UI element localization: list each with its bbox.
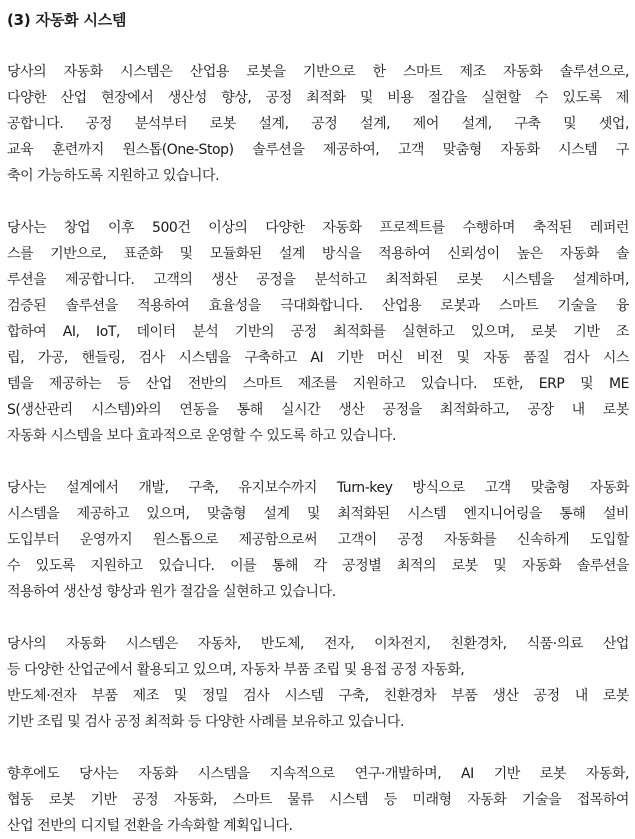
paragraph-line: 시스템을 제공하고 있으며, 맞춤형 설계 및 최적화된 시스템 엔지니어링을 통해 설비 xyxy=(7,506,629,522)
paragraph-references xyxy=(7,215,629,449)
paragraph-line: 수 있도록 지원하고 있습니다. 이를 통해 각 공정별 최적의 로봇 및 자동화 솔루션을 xyxy=(7,558,629,574)
paragraph-line: 자동화 시스템을 보다 효과적으로 운영할 수 있도록 하고 있습니다. xyxy=(7,428,396,444)
paragraph-turnkey xyxy=(7,475,629,605)
paragraph-line: 템을 제공하는 등 산업 전반의 스마트 제조를 지원하고 있습니다. 또한, ERP 및 ME xyxy=(7,376,629,392)
paragraph-line: 검증된 솔루션을 적용하여 효율성을 극대화합니다. 산업용 로봇과 스마트 기술을 융 xyxy=(7,298,629,314)
section-title: (3) 자동화 시스템 xyxy=(7,11,127,29)
paragraph-line: 합하여 AI, IoT, 데이터 분석 기반의 공정 최적화를 실현하고 있으며, 로봇 기반 조 xyxy=(7,324,629,340)
paragraph-line: 산업 전반의 디지털 전환을 가속화할 계획입니다. xyxy=(7,818,293,834)
paragraph-line: 립, 가공, 핸들링, 검사 시스템을 구축하고 AI 기반 머신 비전 및 자동 품질 검사 시스 xyxy=(7,350,629,366)
paragraph-line: 당사는 설계에서 개발, 구축, 유지보수까지 Turn-key 방식으로 고객 맞춤형 자동화 xyxy=(7,480,629,496)
paragraph-line: 기반 조립 및 검사 공정 최적화 등 다양한 사례를 보유하고 있습니다. xyxy=(7,714,404,730)
paragraph-line: 적용하여 생산성 향상과 원가 절감을 실현하고 있습니다. xyxy=(7,584,336,600)
paragraph-line: 등 다양한 산업군에서 활용되고 있으며, 자동차 부품 조립 및 용접 공정 자동화, xyxy=(7,662,465,678)
paragraph-line: 향후에도 당사는 자동화 시스템을 지속적으로 연구·개발하며, AI 기반 로봇 자동화, xyxy=(7,766,629,782)
paragraph-line: 당사는 창업 이후 500건 이상의 다양한 자동화 프로젝트를 수행하며 축적된 레퍼런 xyxy=(7,220,629,236)
paragraph-line: 도입부터 운영까지 원스톱으로 제공함으로써 고객이 공정 자동화를 신속하게 도입할 xyxy=(7,532,629,548)
paragraph-line: 당사의 자동화 시스템은 산업용 로봇을 기반으로 한 스마트 제조 자동화 솔루션으로, xyxy=(7,64,629,80)
paragraph-line: 공합니다. 공정 분석부터 로봇 설계, 공정 설계, 제어 설계, 구축 및 셋업, xyxy=(7,116,629,132)
paragraph-overview xyxy=(7,59,629,189)
paragraph-future xyxy=(7,761,629,839)
paragraph-industries xyxy=(7,631,629,735)
paragraph-line: 스를 기반으로, 표준화 및 모듈화된 설계 방식을 적용하여 신뢰성이 높은 자동화 솔 xyxy=(7,246,629,262)
paragraph-line: S(생산관리 시스템)와의 연동을 통해 실시간 생산 공정을 최적화하고, 공장 내 로봇 xyxy=(7,402,629,418)
paragraph-line: 협동 로봇 기반 공정 자동화, 스마트 물류 시스템 등 미래형 자동화 기술을 접목하여 xyxy=(7,792,629,808)
paragraph-line: 교육 훈련까지 원스톱(One-Stop) 솔루션을 제공하여, 고객 맞춤형 자동화 시스템 구 xyxy=(7,142,629,158)
paragraph-line: 당사의 자동화 시스템은 자동차, 반도체, 전자, 이차전지, 친환경차, 식품·의료 산업 xyxy=(7,636,629,652)
paragraph-line: 반도체·전자 부품 제조 및 정밀 검사 시스템 구축, 친환경차 부품 생산 공정 내 로봇 xyxy=(7,688,629,704)
paragraph-line: 루션을 제공합니다. 고객의 생산 공정을 분석하고 최적화된 로봇 시스템을 설계하며, xyxy=(7,272,629,288)
document-page xyxy=(7,8,629,839)
paragraph-line: 다양한 산업 현장에서 생산성 향상, 공정 최적화 및 비용 절감을 실현할 수 있도록 제 xyxy=(7,90,629,106)
paragraph-line: 축이 가능하도록 지원하고 있습니다. xyxy=(7,168,220,184)
